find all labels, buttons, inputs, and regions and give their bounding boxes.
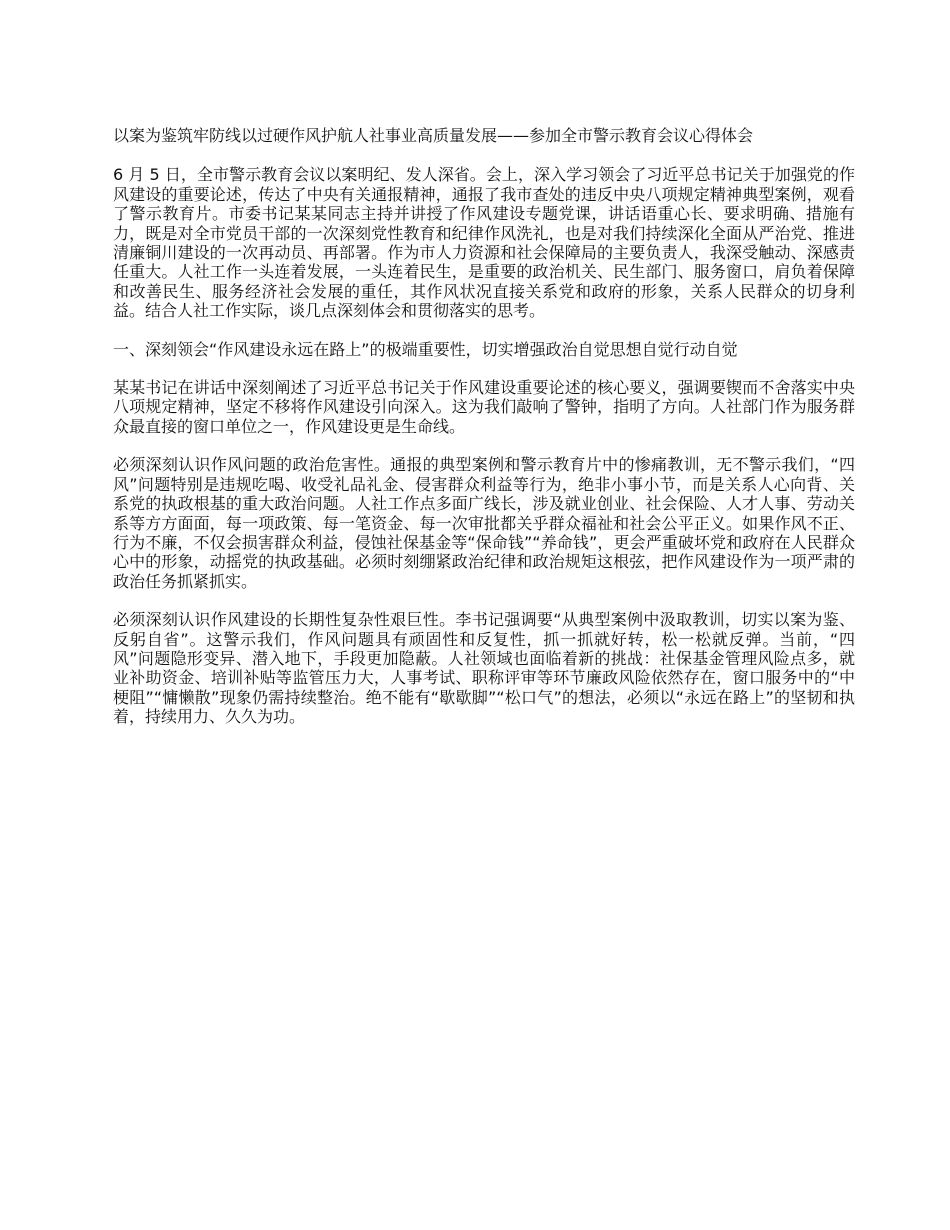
document-title: 以案为鉴筑牢防线以过硬作风护航人社事业高质量发展——参加全市警示教育会议心得体会 — [113, 126, 754, 145]
paragraph-long-term-challenge: 必须深刻认识作风建设的长期性复杂性艰巨性。李书记强调要“从典型案例中汲取教训，切实以案为鉴、反躬自省”。这警示我们，作风问题具有顽固性和反复性，抓一抓就好转，松一松就反弹。当前，“四风”问题隐形变异、潜入地下，手段更加隐蔽。人社领域也面临着新的挑战：社保基金管理风险点多，就业补助资金、培训补贴等监管压力大，人事考试、职称评审等环节廉政风险依然存在，窗口服务中的“中梗阻”“慵懒散”现象仍需持续整治。绝不能有“歇歇脚”“松口气”的想法，必须以“永远在路上”的坚韧和执着，持续用力、久久为功。 — [113, 610, 855, 727]
section-heading-1: 一、深刻领会“作风建设永远在路上”的极端重要性，切实增强政治自觉思想自觉行动自觉 — [113, 339, 738, 359]
paragraph-section1-lead: 某某书记在讲话中深刻阐述了习近平总书记关于作风建设重要论述的核心要义，强调要锲而不舍落实中央八项规定精神，坚定不移将作风建设引向深入。这为我们敲响了警钟，指明了方向。人社部门作为服务群众最直接的窗口单位之一，作风建设更是生命线。 — [113, 378, 855, 436]
paragraph-political-harm: 必须深刻认识作风问题的政治危害性。通报的典型案例和警示教育片中的惨痛教训，无不警示我们，“四风”问题特别是违规吃喝、收受礼品礼金、侵害群众利益等行为，绝非小事小节，而是关系人心向背、关系党的执政根基的重大政治问题。人社工作点多面广线长，涉及就业创业、社会保险、人才人事、劳动关系等方方面面，每一项政策、每一笔资金、每一次审批都关乎群众福祉和社会公平正义。如果作风不正、行为不廉，不仅会损害群众利益，侵蚀社保基金等“保命钱”“养命钱”，更会严重破坏党和政府在人民群众心中的形象，动摇党的执政基础。必须时刻绷紧政治纪律和政治规矩这根弦，把作风建设作为一项严肃的政治任务抓紧抓实。 — [113, 455, 855, 591]
paragraph-intro: 6 月 5 日，全市警示教育会议以案明纪、发人深省。会上，深入学习领会了习近平总书记关于加强党的作风建设的重要论述，传达了中央有关通报精神，通报了我市查处的违反中央八项规定精神典型案例，观看了警示教育片。市委书记某某同志主持并讲授了作风建设专题党课，讲话语重心长、要求明确、措施有力，既是对全市党员干部的一次深刻党性教育和纪律作风洗礼，也是对我们持续深化全面从严治党、推进清廉铜川建设的一次再动员、再部署。作为市人力资源和社会保障局的主要负责人，我深受触动、深感责任重大。人社工作一头连着发展，一头连着民生，是重要的政治机关、民生部门、服务窗口，肩负着保障和改善民生、服务经济社会发展的重任，其作风状况直接关系党和政府的形象，关系人民群众的切身利益。结合人社工作实际，谈几点深刻体会和贯彻落实的思考。 — [113, 165, 855, 321]
document-page — [113, 126, 855, 746]
